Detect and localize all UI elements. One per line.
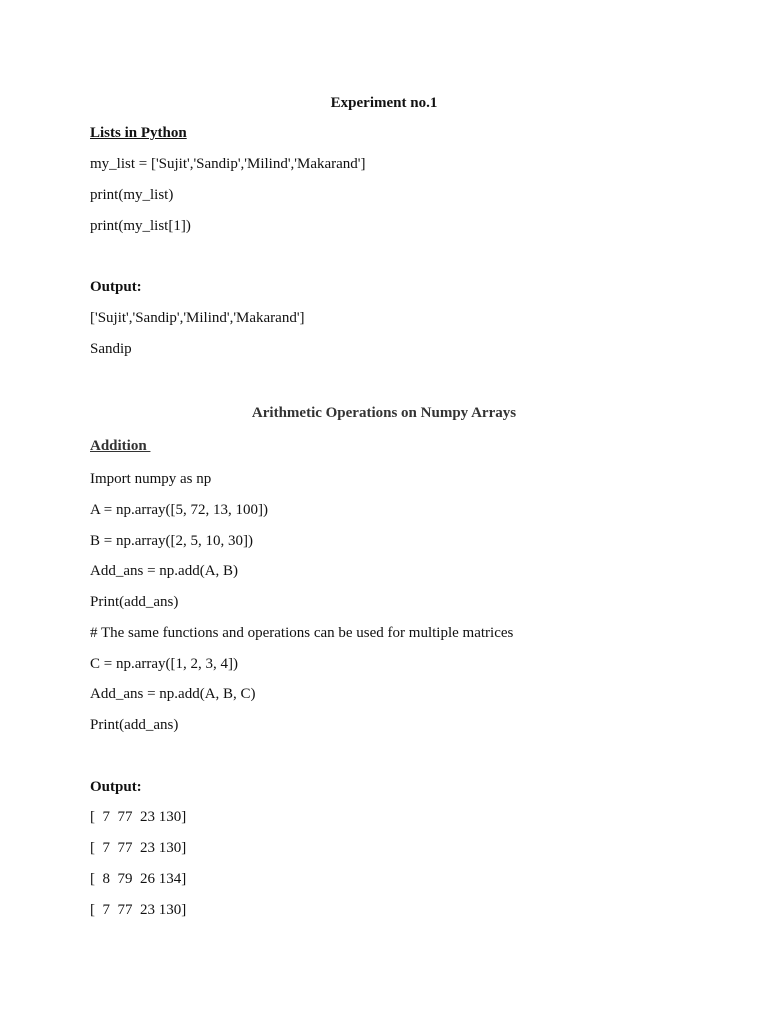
output-line: [ 7 77 23 130]: [90, 840, 187, 856]
code-line: B = np.array([2, 5, 10, 30]): [90, 533, 254, 549]
code-line: A = np.array([5, 72, 13, 100]): [90, 502, 269, 518]
output-label: Output:: [90, 779, 142, 795]
output-line: [ 7 77 23 130]: [90, 902, 187, 918]
output-line: Sandip: [90, 341, 132, 357]
output-line: [ 7 77 23 130]: [90, 809, 187, 825]
code-line: Add_ans = np.add(A, B): [90, 563, 239, 579]
section-heading-lists: Lists in Python: [90, 125, 187, 141]
code-line: print(my_list): [90, 187, 174, 203]
code-line: my_list = ['Sujit','Sandip','Milind','Makarand']: [90, 156, 366, 172]
section-title-numpy: Arithmetic Operations on Numpy Arrays: [251, 405, 517, 421]
document-title: Experiment no.1: [330, 95, 438, 111]
section-heading-addition: Addition: [90, 438, 151, 454]
code-line: Print(add_ans): [90, 594, 179, 610]
code-line: print(my_list[1]): [90, 218, 191, 234]
code-line: C = np.array([1, 2, 3, 4]): [90, 656, 239, 672]
output-line: [ 8 79 26 134]: [90, 871, 187, 887]
output-line: ['Sujit','Sandip','Milind','Makarand']: [90, 310, 305, 326]
code-line: Add_ans = np.add(A, B, C): [90, 686, 256, 702]
output-label: Output:: [90, 279, 142, 295]
code-line: Print(add_ans): [90, 717, 179, 733]
code-line: Import numpy as np: [90, 471, 212, 487]
code-comment-line: # The same functions and operations can be used for multiple matrices: [90, 625, 514, 641]
